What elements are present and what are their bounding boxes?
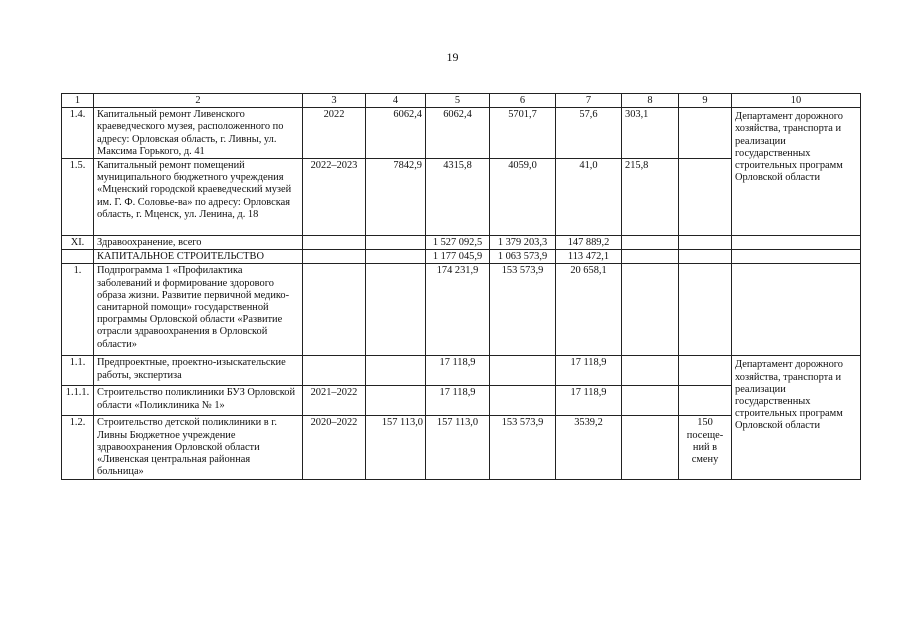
- row-col6: 1 379 203,3: [490, 236, 556, 250]
- row-title: Здравоохранение, всего: [94, 236, 303, 250]
- row-col9: [679, 264, 732, 356]
- header-cell: 10: [732, 94, 861, 108]
- header-cell: 1: [62, 94, 94, 108]
- department-cell-empty: [732, 250, 861, 264]
- row-col9: [679, 236, 732, 250]
- department-cell-empty: [732, 236, 861, 250]
- row-number: 1.5.: [62, 159, 94, 236]
- row-col8: [622, 250, 679, 264]
- row-col5: 4315,8: [426, 159, 490, 236]
- row-col4: [366, 264, 426, 356]
- row-col8: [622, 356, 679, 386]
- row-period: 2020–2022: [303, 416, 366, 480]
- row-col9: 150 посеще-ний в смену: [679, 416, 732, 480]
- row-col7: 147 889,2: [556, 236, 622, 250]
- row-col8: [622, 416, 679, 480]
- row-number: 1.: [62, 264, 94, 356]
- header-cell: 5: [426, 94, 490, 108]
- row-col8: 303,1: [622, 108, 679, 159]
- row-number: 1.4.: [62, 108, 94, 159]
- header-cell: 6: [490, 94, 556, 108]
- row-col5: 17 118,9: [426, 386, 490, 416]
- table-row: [62, 264, 861, 356]
- header-row: [62, 94, 861, 108]
- header-cell: 2: [94, 94, 303, 108]
- row-number: XI.: [62, 236, 94, 250]
- table-row: [62, 108, 861, 159]
- row-col5: 17 118,9: [426, 356, 490, 386]
- row-col5: 1 527 092,5: [426, 236, 490, 250]
- row-col6: [490, 386, 556, 416]
- row-col5: 174 231,9: [426, 264, 490, 356]
- row-period: [303, 250, 366, 264]
- row-col5: 6062,4: [426, 108, 490, 159]
- row-col5: 1 177 045,9: [426, 250, 490, 264]
- row-col8: [622, 236, 679, 250]
- row-title: Капитальный ремонт Ливенского краеведческого музея, расположенного по адресу: Орловская область, г. Ливны, ул. Максима Горького, д. 41: [94, 108, 303, 159]
- budget-table: [61, 93, 861, 480]
- row-col6: 1 063 573,9: [490, 250, 556, 264]
- row-period: 2022: [303, 108, 366, 159]
- row-col6: 153 573,9: [490, 264, 556, 356]
- page-number: 19: [446, 50, 459, 64]
- row-number: [62, 250, 94, 264]
- row-col9: [679, 386, 732, 416]
- row-col7: 113 472,1: [556, 250, 622, 264]
- table-row: [62, 356, 861, 386]
- row-col7: 17 118,9: [556, 386, 622, 416]
- row-number: 1.2.: [62, 416, 94, 480]
- row-col9: [679, 108, 732, 159]
- row-col4: [366, 356, 426, 386]
- row-col9: [679, 159, 732, 236]
- row-col4: 6062,4: [366, 108, 426, 159]
- row-col7: 3539,2: [556, 416, 622, 480]
- row-col9: [679, 356, 732, 386]
- row-period: [303, 356, 366, 386]
- row-col7: 57,6: [556, 108, 622, 159]
- row-col5: 157 113,0: [426, 416, 490, 480]
- header-cell: 4: [366, 94, 426, 108]
- row-col7: 17 118,9: [556, 356, 622, 386]
- row-period: 2021–2022: [303, 386, 366, 416]
- header-cell: 7: [556, 94, 622, 108]
- row-col4: [366, 236, 426, 250]
- row-col8: [622, 264, 679, 356]
- header-cell: 9: [679, 94, 732, 108]
- row-title: Подпрограмма 1 «Профилактика заболеваний и формирование здорового образа жизни. Развитие первичной медико-санитарной помощи» государственной программы Орловской области «Развитие отрасли здравоохранения в Орловской области»: [94, 264, 303, 356]
- row-col4: 7842,9: [366, 159, 426, 236]
- row-title: Строительство поликлиники БУЗ Орловской области «Поликлиника № 1»: [94, 386, 303, 416]
- row-title: Строительство детской поликлиники в г. Ливны Бюджетное учреждение здравоохранения Орловской области «Ливенская центральная районная больница»: [94, 416, 303, 480]
- department-cell: Департамент дорожного хозяйства, транспорта и реализации государственных строительных программ Орловской области: [732, 108, 861, 236]
- table-row: [62, 250, 861, 264]
- row-title: Капитальный ремонт помещений муниципального бюджетного учреждения «Мценский городской краеведческий музей им. Г. Ф. Соловье-ва» по адресу: Орловская область, г. Мценск, ул. Ленина, д. 18: [94, 159, 303, 236]
- row-col6: 153 573,9: [490, 416, 556, 480]
- row-period: [303, 236, 366, 250]
- row-col6: 5701,7: [490, 108, 556, 159]
- header-cell: 8: [622, 94, 679, 108]
- row-period: [303, 264, 366, 356]
- row-col6: [490, 356, 556, 386]
- row-col9: [679, 250, 732, 264]
- row-col6: 4059,0: [490, 159, 556, 236]
- row-col4: [366, 250, 426, 264]
- row-col4: [366, 386, 426, 416]
- row-col8: [622, 386, 679, 416]
- row-col4: 157 113,0: [366, 416, 426, 480]
- row-number: 1.1.: [62, 356, 94, 386]
- row-col8: 215,8: [622, 159, 679, 236]
- header-cell: 3: [303, 94, 366, 108]
- row-col7: 20 658,1: [556, 264, 622, 356]
- department-cell: Департамент дорожного хозяйства, транспорта и реализации государственных строительных программ Орловской области: [732, 356, 861, 480]
- row-title: Предпроектные, проектно-изыскательские работы, экспертиза: [94, 356, 303, 386]
- department-cell-empty: [732, 264, 861, 356]
- row-title: КАПИТАЛЬНОЕ СТРОИТЕЛЬСТВО: [94, 250, 303, 264]
- row-period: 2022–2023: [303, 159, 366, 236]
- row-number: 1.1.1.: [62, 386, 94, 416]
- table-row: [62, 236, 861, 250]
- row-col7: 41,0: [556, 159, 622, 236]
